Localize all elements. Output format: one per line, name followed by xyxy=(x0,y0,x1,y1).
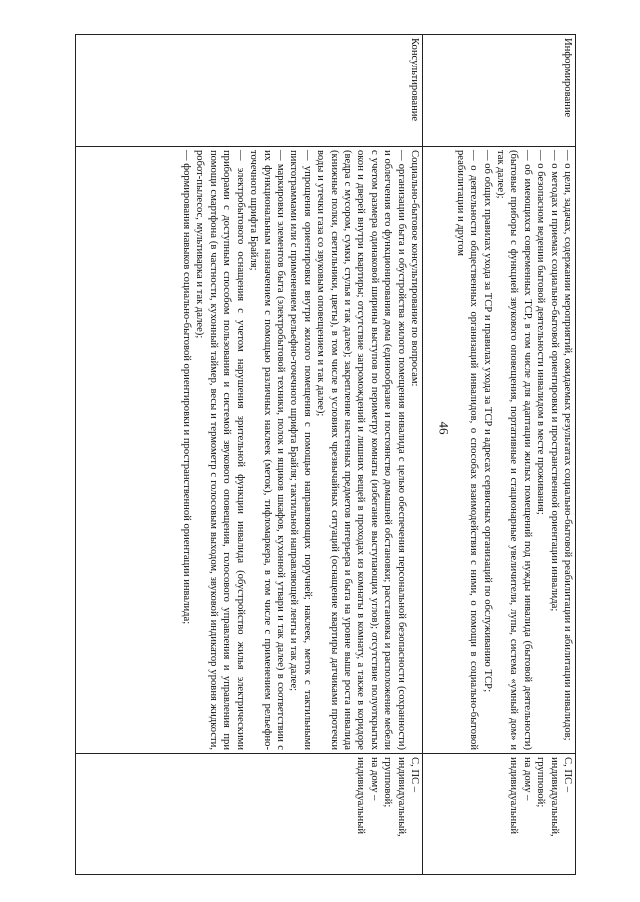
page-number: 46 xyxy=(436,421,452,435)
content-item: — о деятельности общественных организаций инвалидов, о способах взаимодействия с ними, о помощи в социально-бытовой реабилитации и другом xyxy=(454,150,480,750)
content-item: — об имеющихся современных ТСР, в том числе для адаптации жилых помещений под нужды инвалида (бытовой деятельности) (бытовые приборы с функцией звукового оповещения, портативные и стационарные увеличители, лупы, система «умный дом» и так далее); xyxy=(494,150,533,750)
content-item: — маркировки элементов быта (электробытовой техники, полок и ящиков шкафов, кухонной утвари и так далее) в соответствии с их функциональным назначением с помощью различных наклеек (меток), тифломаркера, в том числе с применением рельефно-точечного шрифта Брайля; xyxy=(248,150,286,750)
table-row-informing xyxy=(423,35,576,875)
form-line: С, ПС – xyxy=(409,757,420,793)
service-form-cell xyxy=(76,754,423,875)
form-line: на дому – xyxy=(521,757,533,801)
service-form-cell xyxy=(423,754,576,875)
form-line: индивидуальный xyxy=(355,757,367,834)
service-name-cell xyxy=(76,35,423,147)
content-item: — о методах и приемах социально-бытовой ориентировки и пространственной ориентации инвалида; xyxy=(548,150,560,612)
form-line: С, ПС – xyxy=(562,757,573,793)
form-line: на дому – xyxy=(368,757,380,801)
table-row-consulting xyxy=(76,35,423,875)
form-line: индивидуальный xyxy=(508,757,520,834)
form-line: групповой; xyxy=(382,757,394,808)
service-content-cell xyxy=(423,147,576,754)
content-item: — электробытового оснащения с учетом нарушения зрительной функции инвалида (обустройство жилья электрическими приборами с доступным способом пользования и системой звукового оповещения, голосового управления и управления при помощи смартфона (в частности, кухонный таймер, весы и термометр с голосовым выходом, звуковой индикатор уровня жидкости, робот-пылесос, мультиварка и так далее); xyxy=(194,150,246,750)
service-content-cell xyxy=(76,147,423,754)
content-item: — организации быта и обустройства жилого помещения инвалида с целью обеспечения персональной безопасности (сохранности) и облегчения его функционирования дома (единообразие и постоянство домашней обстановки; расстановка и расположение мебели с учетом размера одинаковой ширины выступов по периметру комнаты (избегание выступающих углов); отсутствие полуоткрытых окон и дверей внутри квартиры; отсутствие загромождений и лишних вещей в проходах из комнаты в комнату, а также в коридоре (ведра с мусором, сумки, стулья и так далее); закрепление настенных предметов интерьера и быта на уровне выше роста инвалида (книжные полки, светильники, цветы), в том числе в условиях чрезвычайных ситуаций (оснащение квартиры датчиками протечки воды и утечки газа со звуковым оповещением и так далее); xyxy=(315,150,407,750)
form-line: групповой; xyxy=(535,757,547,808)
form-line: индивидуальный, xyxy=(395,757,407,837)
services-table xyxy=(75,34,576,875)
service-name-cell xyxy=(423,35,576,147)
form-line: индивидуальный, xyxy=(548,757,560,837)
content-item: — формирования навыков социально-бытовой ориентировки и пространственной ориентации инвалида; xyxy=(181,150,193,625)
content-item: — упрощения ориентировки внутри жилого помещения с помощью направляющих поручней; наклеек, меток с тактильными пиктограммами или с применением рельефно-точечного шрифта Брайля; тактильной направляющей ленты и так далее; xyxy=(288,150,313,750)
service-name: Информирование xyxy=(562,38,573,118)
content-lead: Социально-бытовое консультирование по вопросам: xyxy=(409,150,420,387)
rotated-table-container xyxy=(64,34,576,874)
content-item: — о цели, задачах, содержании мероприятий, ожидаемых результатах социально-бытовой реабилитации и абилитации инвалидов; xyxy=(562,150,573,741)
service-name: Консультирование xyxy=(409,38,420,122)
content-item: — об общих правилах ухода за ТСР и правилах ухода за ТСР и адресах сервисных организаций по обслуживанию ТСР; xyxy=(481,150,493,693)
content-item: — о безопасном ведении бытовой деятельности инвалидом в месте проживания; xyxy=(535,150,547,515)
